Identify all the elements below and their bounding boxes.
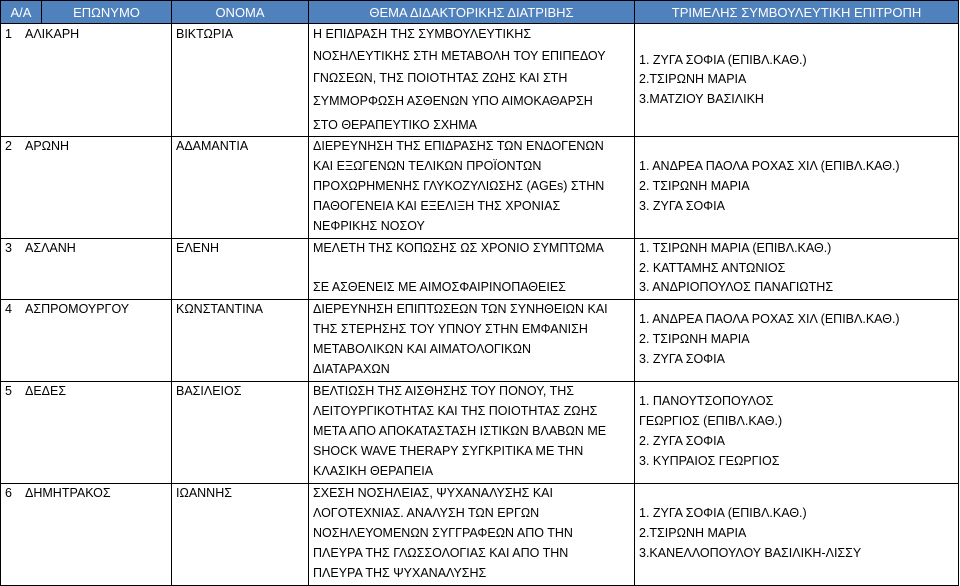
header-surname: ΕΠΩΝΥΜΟ <box>42 1 172 24</box>
surname: ΑΣΠΡΟΜΟΥΡΓΟΥ <box>25 302 130 316</box>
table-row <box>1 382 959 484</box>
committee-member: ΓΕΩΡΓΙΟΣ (ΕΠΙΒΛ.ΚΑΘ.) <box>639 414 783 428</box>
header-aa: Α/Α <box>1 1 42 24</box>
cell-committee <box>635 382 959 484</box>
committee-member: 2. ΚΑΤΤΑΜΗΣ ΑΝΤΩΝΙΟΣ <box>639 261 786 275</box>
topic-line: ΔΙΕΡΕΥΝΗΣΗ ΤΗΣ ΕΠΙΔΡΑΣΗΣ ΤΩΝ ΕΝΔΟΓΕΝΩΝ <box>313 139 604 153</box>
committee-member: 3.ΜΑΤΖΙΟΥ ΒΑΣΙΛΙΚΗ <box>639 92 764 106</box>
cell-name <box>172 24 309 137</box>
surname: ΔΗΜΗΤΡΑΚΟΣ <box>25 486 111 500</box>
header-row <box>1 1 959 24</box>
cell-topic <box>309 484 635 586</box>
topic-line: ΔΙΑΤΑΡΑΧΩΝ <box>313 362 390 376</box>
topic-line: ΣΧΕΣΗ ΝΟΣΗΛΕΙΑΣ, ΨΥΧΑΝΑΛΥΣΗΣ ΚΑΙ <box>313 486 553 500</box>
cell-name <box>172 239 309 300</box>
first-name: ΒΑΣΙΛΕΙΟΣ <box>176 384 242 398</box>
committee-member: 1. ΖΥΓΑ ΣΟΦΙΑ (ΕΠΙΒΛ.ΚΑΘ.) <box>639 53 807 67</box>
committee-member: 3. ΑΝΔΡΙΟΠΟΥΛΟΣ ΠΑΝΑΓΙΩΤΗΣ <box>639 280 834 294</box>
committee-member: 2. ΤΣΙΡΩΝΗ ΜΑΡΙΑ <box>639 332 750 346</box>
row-number: 5 <box>5 384 12 398</box>
cell-name <box>172 137 309 239</box>
committee-member: 1. ΑΝΔΡΕΑ ΠΑΟΛΑ ΡΟΧΑΣ ΧΙΛ (ΕΠΙΒΛ.ΚΑΘ.) <box>639 312 900 326</box>
cell-name <box>172 484 309 586</box>
committee-member: 3. ΖΥΓΑ ΣΟΦΙΑ <box>639 199 725 213</box>
row-number: 6 <box>5 486 12 500</box>
topic-line: ΝΟΣΗΛΕΥΟΜΕΝΩΝ ΣΥΓΓΡΑΦΕΩΝ ΑΠΟ ΤΗΝ <box>313 526 573 540</box>
cell-committee <box>635 484 959 586</box>
cell-number-surname <box>1 239 172 300</box>
surname: ΑΣΛΑΝΗ <box>25 241 76 255</box>
topic-line: ΣΥΜΜΟΡΦΩΣΗ ΑΣΘΕΝΩΝ ΥΠΟ ΑΙΜΟΚΑΘΑΡΣΗ <box>313 94 593 108</box>
topic-line: ΜΕΛΕΤΗ ΤΗΣ ΚΟΠΩΣΗΣ ΩΣ ΧΡΟΝΙΟ ΣΥΜΠΤΩΜΑ <box>313 241 604 255</box>
topic-line: ΤΗΣ ΣΤΕΡΗΣΗΣ ΤΟΥ ΥΠΝΟΥ ΣΤΗΝ ΕΜΦΑΝΙΣΗ <box>313 322 588 336</box>
first-name: ΚΩΝΣΤΑΝΤΙΝΑ <box>176 302 263 316</box>
cell-topic <box>309 137 635 239</box>
table-row <box>1 239 959 300</box>
row-number: 1 <box>5 27 12 41</box>
topic-line: ΚΑΙ ΕΞΩΓΕΝΩΝ ΤΕΛΙΚΩΝ ΠΡΟΪΟΝΤΩΝ <box>313 159 542 173</box>
topic-line: ΛΕΙΤΟΥΡΓΙΚΟΤΗΤΑΣ ΚΑΙ ΤΗΣ ΠΟΙΟΤΗΤΑΣ ΖΩΗΣ <box>313 404 598 418</box>
committee-member: 2.ΤΣΙΡΩΝΗ ΜΑΡΙΑ <box>639 526 747 540</box>
committee-member: 1. ΖΥΓΑ ΣΟΦΙΑ (ΕΠΙΒΛ.ΚΑΘ.) <box>639 506 807 520</box>
topic-line: ΣΤΟ ΘΕΡΑΠΕΥΤΙΚΟ ΣΧΗΜΑ <box>313 118 477 132</box>
topic-line: ΠΑΘΟΓΕΝΕΙΑ ΚΑΙ ΕΞΕΛΙΞΗ ΤΗΣ ΧΡΟΝΙΑΣ <box>313 199 561 213</box>
committee-member: 1. ΤΣΙΡΩΝΗ ΜΑΡΙΑ (ΕΠΙΒΛ.ΚΑΘ.) <box>639 241 832 255</box>
cell-number-surname <box>1 137 172 239</box>
table-row <box>1 24 959 137</box>
header-topic: ΘΕΜΑ ΔΙΔΑΚΤΟΡΙΚΗΣ ΔΙΑΤΡΙΒΗΣ <box>309 1 635 24</box>
first-name: ΑΔΑΜΑΝΤΙΑ <box>176 139 249 153</box>
topic-line: ΒΕΛΤΙΩΣΗ ΤΗΣ ΑΙΣΘΗΣΗΣ ΤΟΥ ΠΟΝΟΥ, ΤΗΣ <box>313 384 574 398</box>
topic-line: ΜΕΤΑΒΟΛΙΚΩΝ ΚΑΙ ΑΙΜΑΤΟΛΟΓΙΚΩΝ <box>313 342 531 356</box>
cell-topic <box>309 300 635 382</box>
committee-member: 3.ΚΑΝΕΛΛΟΠΟΥΛΟΥ ΒΑΣΙΛΙΚΗ-ΛΙΣΣΥ <box>639 546 862 560</box>
topic-line: ΛΟΓΟΤΕΧΝΙΑΣ. ΑΝΑΛΥΣΗ ΤΩΝ ΕΡΓΩΝ <box>313 506 540 520</box>
committee-member: 1. ΑΝΔΡΕΑ ΠΑΟΛΑ ΡΟΧΑΣ ΧΙΛ (ΕΠΙΒΛ.ΚΑΘ.) <box>639 159 900 173</box>
surname: ΑΡΩΝΗ <box>25 139 70 153</box>
cell-committee <box>635 137 959 239</box>
table-row <box>1 137 959 239</box>
row-number: 4 <box>5 302 12 316</box>
cell-name <box>172 382 309 484</box>
topic-line: ΚΛΑΣΙΚΗ ΘΕΡΑΠΕΙΑ <box>313 464 434 478</box>
committee-member: 2.ΤΣΙΡΩΝΗ ΜΑΡΙΑ <box>639 72 747 86</box>
header-name: ΟΝΟΜΑ <box>172 1 309 24</box>
topic-line: ΜΕΤΑ ΑΠΟ ΑΠΟΚΑΤΑΣΤΑΣΗ ΙΣΤΙΚΩΝ ΒΛΑΒΩΝ ΜΕ <box>313 424 607 438</box>
cell-number-surname <box>1 382 172 484</box>
topic-line: ΔΙΕΡΕΥΝΗΣΗ ΕΠΙΠΤΩΣΕΩΝ ΤΩΝ ΣΥΝΗΘΕΙΩΝ ΚΑΙ <box>313 302 608 316</box>
first-name: ΕΛΕΝΗ <box>176 241 220 255</box>
topic-line: Η ΕΠΙΔΡΑΣΗ ΤΗΣ ΣΥΜΒΟΥΛΕΥΤΙΚΗΣ <box>313 27 532 41</box>
row-number: 2 <box>5 139 12 153</box>
first-name: ΙΩΑΝΝΗΣ <box>176 486 232 500</box>
committee-member: 3. ΖΥΓΑ ΣΟΦΙΑ <box>639 352 725 366</box>
surname: ΔΕΔΕΣ <box>25 384 67 398</box>
row-number: 3 <box>5 241 12 255</box>
cell-topic <box>309 239 635 300</box>
topic-line: ΣΕ ΑΣΘΕΝΕΙΣ ΜΕ ΑΙΜΟΣΦΑΙΡΙΝΟΠΑΘΕΙΕΣ <box>313 280 566 294</box>
topic-line: ΠΛΕΥΡΑ ΤΗΣ ΓΛΩΣΣΟΛΟΓΙΑΣ ΚΑΙ ΑΠΟ ΤΗΝ <box>313 546 569 560</box>
committee-member: 1. ΠΑΝΟΥΤΣΟΠΟΥΛΟΣ <box>639 394 774 408</box>
cell-number-surname <box>1 484 172 586</box>
table-row <box>1 484 959 586</box>
cell-committee <box>635 24 959 137</box>
topic-line: ΝΕΦΡΙΚΗΣ ΝΟΣΟΥ <box>313 219 425 233</box>
committee-member: 3. ΚΥΠΡΑΙΟΣ ΓΕΩΡΓΙΟΣ <box>639 454 780 468</box>
table-row <box>1 300 959 382</box>
topic-line: ΠΡΟΧΩΡΗΜΕΝΗΣ ΓΛΥΚΟΖΥΛΙΩΣΗΣ (AGEs) ΣΤΗΝ <box>313 179 605 193</box>
topic-line: ΝΟΣΗΛΕΥΤΙΚΗΣ ΣΤΗ ΜΕΤΑΒΟΛΗ ΤΟΥ ΕΠΙΠΕΔΟΥ <box>313 49 606 63</box>
first-name: ΒΙΚΤΩΡΙΑ <box>176 27 234 41</box>
committee-member: 2. ΤΣΙΡΩΝΗ ΜΑΡΙΑ <box>639 179 750 193</box>
topic-line: SHOCK WAVE THERAPY ΣΥΓΚΡΙΤΙΚΑ ΜΕ ΤΗΝ <box>313 444 584 458</box>
topic-line: ΠΛΕΥΡΑ ΤΗΣ ΨΥΧΑΝΑΛΥΣΗΣ <box>313 566 487 580</box>
cell-committee <box>635 300 959 382</box>
cell-number-surname <box>1 300 172 382</box>
cell-name <box>172 300 309 382</box>
cell-topic <box>309 24 635 137</box>
cell-number-surname <box>1 24 172 137</box>
committee-member: 2. ΖΥΓΑ ΣΟΦΙΑ <box>639 434 725 448</box>
header-committee: ΤΡΙΜΕΛΗΣ ΣΥΜΒΟΥΛΕΥΤΙΚΗ ΕΠΙΤΡΟΠΗ <box>635 1 959 24</box>
cell-committee <box>635 239 959 300</box>
topic-line: ΓΝΩΣΕΩΝ, ΤΗΣ ΠΟΙΟΤΗΤΑΣ ΖΩΗΣ ΚΑΙ ΣΤΗ <box>313 71 568 85</box>
cell-topic <box>309 382 635 484</box>
surname: ΑΛΙΚΑΡΗ <box>25 27 80 41</box>
